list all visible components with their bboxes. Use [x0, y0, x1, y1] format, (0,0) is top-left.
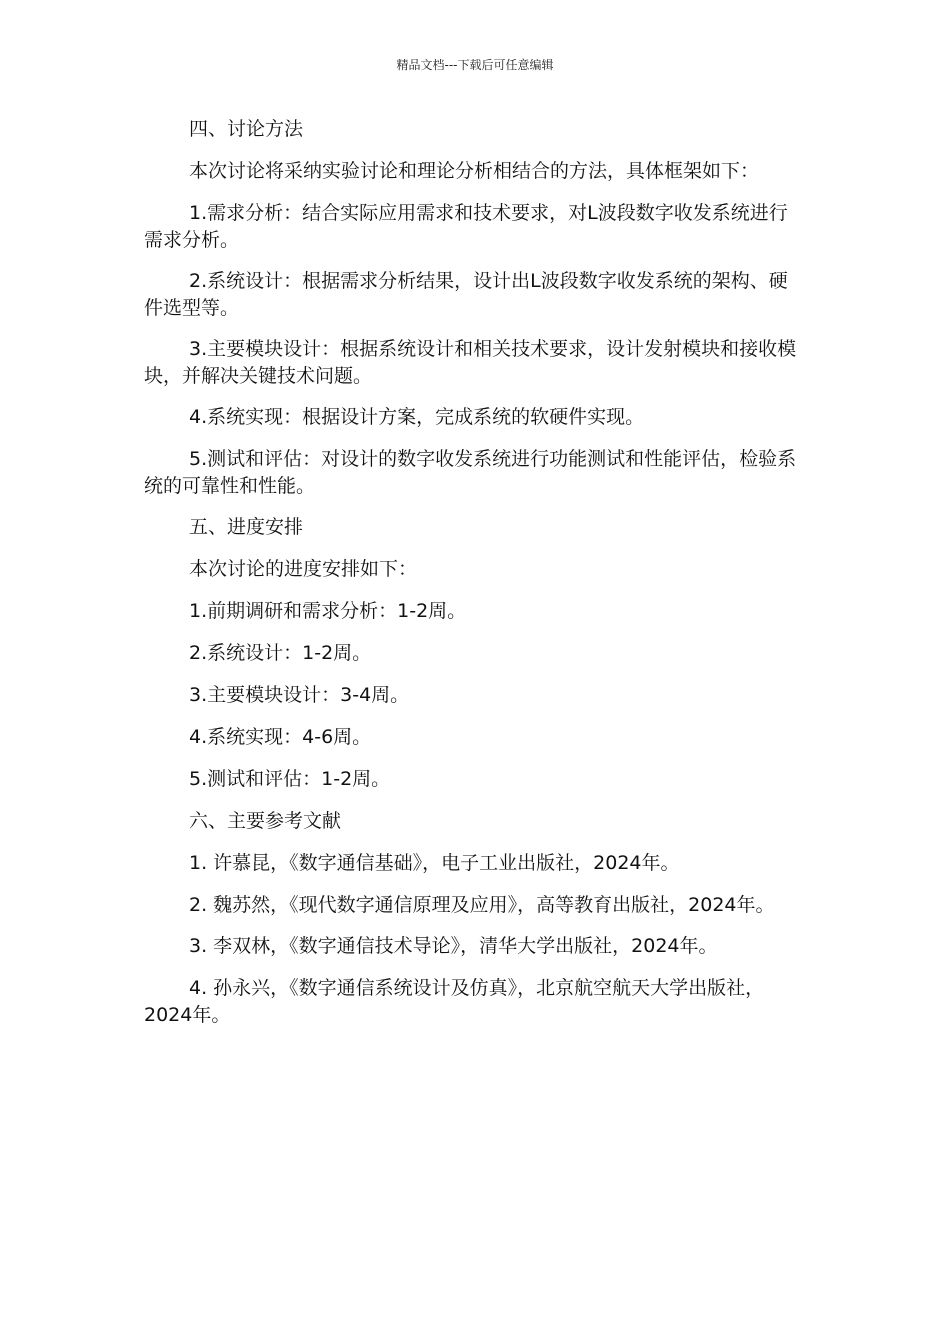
- list-item: 3.主要模块设计：3-4周。: [189, 684, 410, 706]
- reference-item: 1. 许慕昆，《数字通信基础》，电子工业出版社，2024年。: [189, 852, 680, 874]
- list-item: 4.系统实现：根据设计方案，完成系统的软硬件实现。: [189, 406, 645, 428]
- section-heading-references: 六、主要参考文献: [189, 810, 342, 832]
- list-item: 3.主要模块设计：根据系统设计和相关技术要求，设计发射模块和接收模块，并解决关键技术问题。: [144, 338, 797, 387]
- list-item: 4.系统实现：4-6周。: [189, 726, 372, 748]
- section-heading-methods: 四、讨论方法: [189, 118, 304, 140]
- reference-item: 3. 李双林，《数字通信技术导论》，清华大学出版社，2024年。: [189, 935, 718, 957]
- list-item: 1.前期调研和需求分析：1-2周。: [189, 600, 467, 622]
- list-item: 5.测试和评估：1-2周。: [189, 768, 391, 790]
- paragraph: 本次讨论将采纳实验讨论和理论分析相结合的方法，具体框架如下：: [189, 160, 760, 182]
- document-body: [144, 116, 804, 1043]
- page-header: 精品文档---下载后可任意编辑: [396, 58, 554, 72]
- list-item: 1.需求分析：结合实际应用需求和技术要求，对L波段数字收发系统进行需求分析。: [144, 202, 788, 251]
- section-heading-schedule: 五、进度安排: [189, 516, 304, 538]
- list-item: 2.系统设计：根据需求分析结果，设计出L波段数字收发系统的架构、硬件选型等。: [144, 270, 788, 319]
- reference-item: 4. 孙永兴，《数字通信系统设计及仿真》，北京航空航天大学出版社，2024年。: [144, 977, 765, 1026]
- list-item: 2.系统设计：1-2周。: [189, 642, 372, 664]
- list-item: 5.测试和评估：对设计的数字收发系统进行功能测试和性能评估，检验系统的可靠性和性能。: [144, 448, 797, 497]
- paragraph: 本次讨论的进度安排如下：: [189, 558, 418, 580]
- reference-item: 2. 魏苏然，《现代数字通信原理及应用》，高等教育出版社，2024年。: [189, 894, 775, 916]
